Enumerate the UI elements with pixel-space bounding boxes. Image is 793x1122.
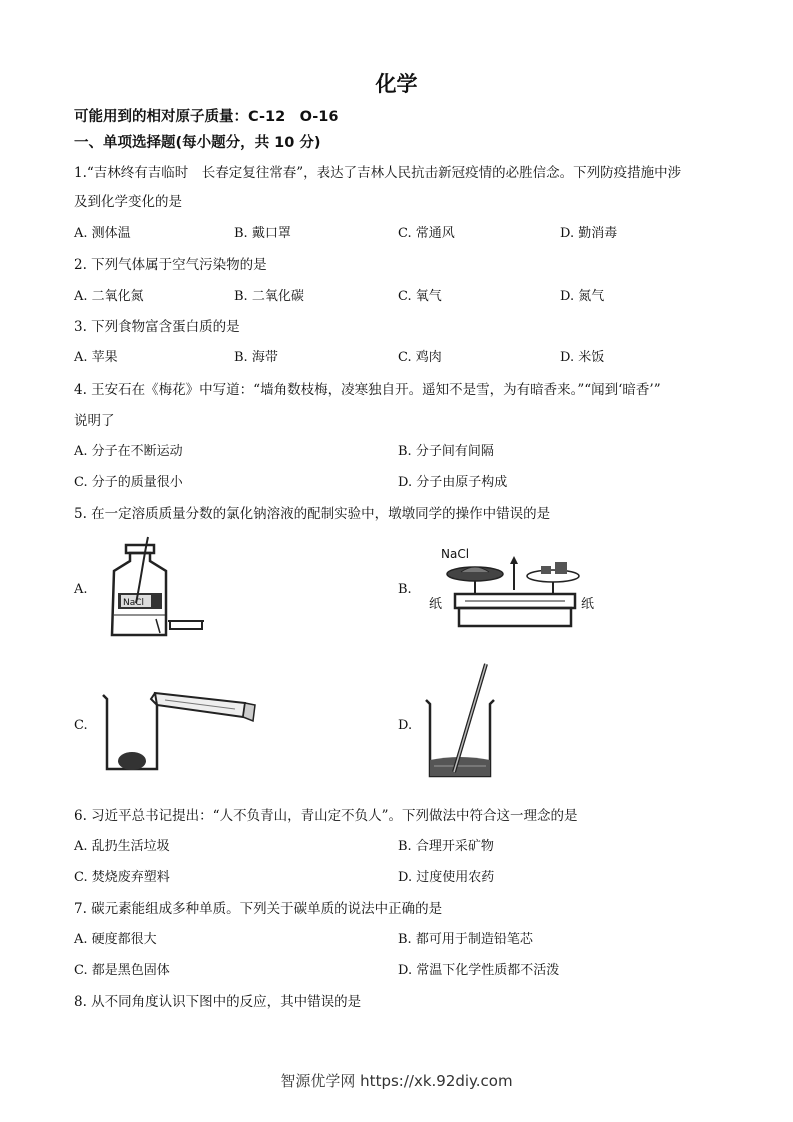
figure-b-nacl-label: NaCl (441, 547, 470, 561)
figure-b-paper-left: 纸 (429, 597, 443, 612)
question-6-line-1: 6. 习近平总书记提出：“人不负青山，青山定不负人”。下列做法中符合这一理念的是 (74, 808, 578, 824)
question-3-line-1: 3. 下列食物富含蛋白质的是 (74, 319, 240, 335)
question-2-option-a[interactable]: A. 二氧化氮 (74, 289, 144, 304)
question-7-option-c[interactable]: C. 都是黑色固体 (74, 963, 170, 978)
question-5-option-d[interactable]: D. (398, 718, 413, 733)
section-heading: 一、单项选择题(每小题分，共 10 分) (74, 135, 321, 151)
figure-b-paper-right: 纸 (581, 597, 595, 612)
question-1-line-2: 及到化学变化的是 (74, 194, 182, 210)
question-7-option-d[interactable]: D. 常温下化学性质都不活泼 (398, 963, 560, 978)
question-6-option-b[interactable]: B. 合理开采矿物 (398, 839, 494, 854)
question-7-option-b[interactable]: B. 都可用于制造铅笔芯 (398, 932, 533, 947)
question-1-option-b[interactable]: B. 戴口罩 (234, 226, 291, 241)
question-4-line-1: 4. 王安石在《梅花》中写道：“墙角数枝梅，凌寒独自开。遥知不是雪，为有暗香来。”“闻到‘暗香’” (74, 382, 661, 398)
question-7-option-a[interactable]: A. 硬度都很大 (74, 932, 157, 947)
question-6-option-d[interactable]: D. 过度使用农药 (398, 870, 495, 885)
question-4-option-d[interactable]: D. 分子由原子构成 (398, 475, 508, 490)
question-3-option-c[interactable]: C. 鸡肉 (398, 350, 442, 365)
question-1-line-1: 1.“吉林终有吉临时 长春定复往常春”，表达了吉林人民抗击新冠疫情的必胜信念。下列防疫措施中涉 (74, 165, 682, 181)
figure-a-reagent-bottle (100, 535, 210, 645)
question-6-option-a[interactable]: A. 乱扔生活垃圾 (74, 839, 170, 854)
question-4-line-2: 说明了 (74, 413, 115, 429)
question-3-option-b[interactable]: B. 海带 (234, 350, 278, 365)
question-2-option-c[interactable]: C. 氧气 (398, 289, 442, 304)
question-7-line-1: 7. 碳元素能组成多种单质。下列关于碳单质的说法中正确的是 (74, 901, 443, 917)
question-3-option-d[interactable]: D. 米饭 (560, 350, 605, 365)
question-5-option-c[interactable]: C. (74, 718, 88, 733)
question-1-option-a[interactable]: A. 测体温 (74, 226, 131, 241)
question-5-option-b[interactable]: B. (398, 582, 412, 597)
footer-watermark[interactable]: 智源优学网 https://xk.92diy.com (280, 1072, 513, 1090)
question-1-option-d[interactable]: D. 勤消毒 (560, 226, 618, 241)
question-5-line-1: 5. 在一定溶质质量分数的氯化钠溶液的配制实验中，墩墩同学的操作中错误的是 (74, 506, 551, 522)
question-5-option-a[interactable]: A. (74, 582, 88, 597)
figure-c-pouring (95, 665, 265, 775)
question-8-line-1: 8. 从不同角度认识下图中的反应，其中错误的是 (74, 994, 362, 1010)
question-3-option-a[interactable]: A. 苹果 (74, 350, 118, 365)
question-4-option-b[interactable]: B. 分子间有间隔 (398, 444, 494, 459)
page-title: 化学 (375, 72, 418, 96)
figure-d-stirring (420, 660, 520, 780)
question-4-option-c[interactable]: C. 分子的质量很小 (74, 475, 183, 490)
question-2-option-d[interactable]: D. 氮气 (560, 289, 605, 304)
question-2-option-b[interactable]: B. 二氧化碳 (234, 289, 304, 304)
question-2-line-1: 2. 下列气体属于空气污染物的是 (74, 257, 267, 273)
question-4-option-a[interactable]: A. 分子在不断运动 (74, 444, 183, 459)
question-6-option-c[interactable]: C. 焚烧废弃塑料 (74, 870, 170, 885)
atomic-mass-line: 可能用到的相对原子质量：C-12 O-16 (74, 109, 339, 125)
figure-b-balance (425, 540, 600, 635)
figure-a-label-text: NaCl (123, 598, 145, 608)
question-1-option-c[interactable]: C. 常通风 (398, 226, 455, 241)
